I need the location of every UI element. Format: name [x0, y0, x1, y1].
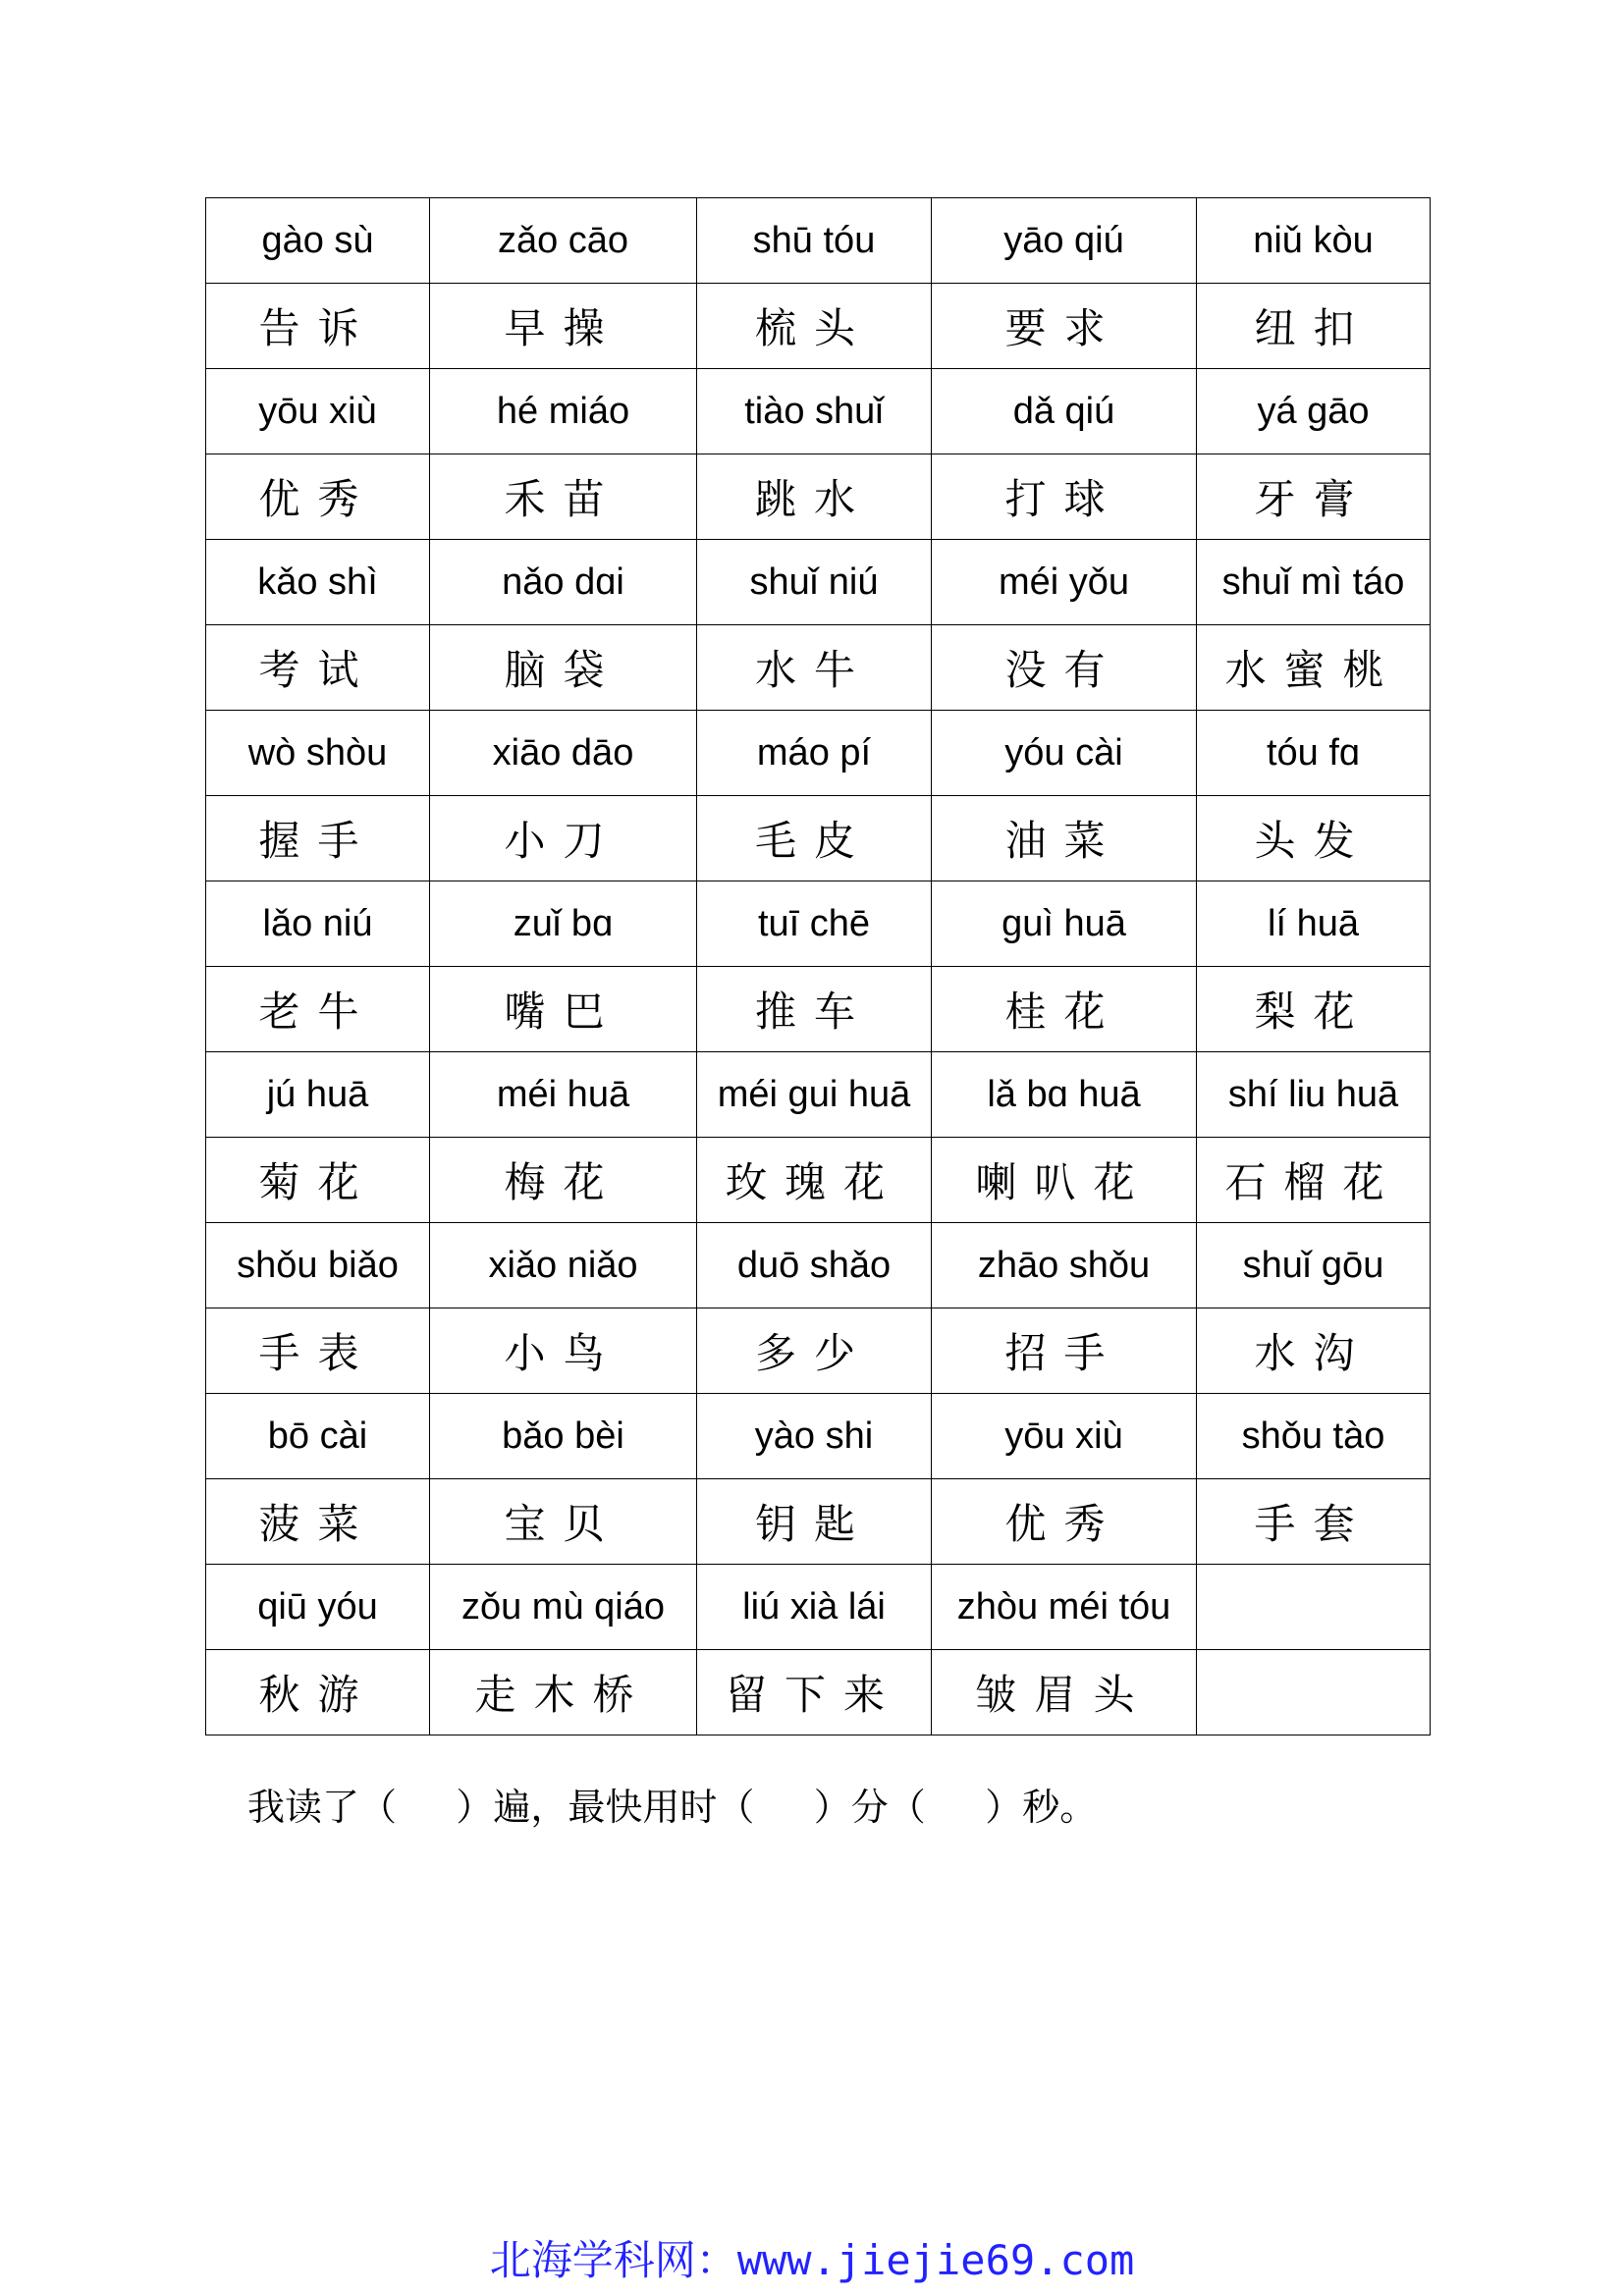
pinyin-cell: kǎo shì [206, 540, 430, 625]
hanzi-cell: 纽扣 [1197, 284, 1431, 369]
word-table [205, 197, 1431, 1735]
hanzi-cell: 考试 [206, 625, 430, 711]
hanzi-cell: 推车 [697, 967, 932, 1052]
pinyin-cell: zǎo cāo [430, 198, 697, 284]
hanzi-cell: 菊花 [206, 1138, 430, 1223]
hanzi-cell: 喇叭花 [932, 1138, 1197, 1223]
hanzi-cell: 要求 [932, 284, 1197, 369]
pinyin-cell: lǎ bɑ huā [932, 1052, 1197, 1138]
pinyin-row [206, 1223, 1431, 1308]
pinyin-row [206, 881, 1431, 967]
hanzi-cell: 优秀 [932, 1479, 1197, 1565]
hanzi-cell: 小鸟 [430, 1308, 697, 1394]
hanzi-cell: 走木桥 [430, 1650, 697, 1735]
pinyin-cell [1197, 1565, 1431, 1650]
pinyin-cell: hé miáo [430, 369, 697, 454]
pinyin-cell: shuǐ gōu [1197, 1223, 1431, 1308]
pinyin-cell: jú huā [206, 1052, 430, 1138]
hanzi-cell: 水牛 [697, 625, 932, 711]
hanzi-cell: 玫瑰花 [697, 1138, 932, 1223]
pinyin-cell: yōu xiù [206, 369, 430, 454]
pinyin-row [206, 711, 1431, 796]
hanzi-cell: 油菜 [932, 796, 1197, 881]
hanzi-cell: 梅花 [430, 1138, 697, 1223]
watermark [0, 2228, 1624, 2287]
pinyin-row [206, 198, 1431, 284]
hanzi-cell: 握手 [206, 796, 430, 881]
hanzi-cell: 嘴巴 [430, 967, 697, 1052]
hanzi-cell: 多少 [697, 1308, 932, 1394]
watermark-site-name: 北海学科网： [489, 2236, 737, 2284]
pinyin-cell: zhòu méi tóu [932, 1565, 1197, 1650]
pinyin-cell: yóu cài [932, 711, 1197, 796]
pinyin-row [206, 540, 1431, 625]
pinyin-cell: zǒu mù qiáo [430, 1565, 697, 1650]
pinyin-cell: xiǎo niǎo [430, 1223, 697, 1308]
pinyin-cell: duō shǎo [697, 1223, 932, 1308]
pinyin-cell: zuǐ bɑ [430, 881, 697, 967]
pinyin-cell: guì huā [932, 881, 1197, 967]
hanzi-cell: 早操 [430, 284, 697, 369]
hanzi-cell: 招手 [932, 1308, 1197, 1394]
hanzi-cell: 石榴花 [1197, 1138, 1431, 1223]
hanzi-cell: 优秀 [206, 454, 430, 540]
pinyin-row [206, 1394, 1431, 1479]
hanzi-row [206, 454, 1431, 540]
hanzi-cell: 跳水 [697, 454, 932, 540]
hanzi-row [206, 1650, 1431, 1735]
pinyin-cell: xiāo dāo [430, 711, 697, 796]
pinyin-cell: yōu xiù [932, 1394, 1197, 1479]
hanzi-cell: 手表 [206, 1308, 430, 1394]
pinyin-cell: wò shòu [206, 711, 430, 796]
pinyin-cell: shuǐ niú [697, 540, 932, 625]
pinyin-cell: lí huā [1197, 881, 1431, 967]
pinyin-row [206, 1052, 1431, 1138]
hanzi-row [206, 967, 1431, 1052]
hanzi-cell: 水蜜桃 [1197, 625, 1431, 711]
pinyin-cell: nǎo dɑi [430, 540, 697, 625]
pinyin-cell: niǔ kòu [1197, 198, 1431, 284]
hanzi-cell: 桂花 [932, 967, 1197, 1052]
hanzi-cell: 梳头 [697, 284, 932, 369]
hanzi-cell: 秋游 [206, 1650, 430, 1735]
hanzi-cell: 打球 [932, 454, 1197, 540]
hanzi-row [206, 1479, 1431, 1565]
hanzi-cell: 老牛 [206, 967, 430, 1052]
pinyin-cell: qiū yóu [206, 1565, 430, 1650]
hanzi-cell: 皱眉头 [932, 1650, 1197, 1735]
hanzi-cell: 牙膏 [1197, 454, 1431, 540]
pinyin-cell: dǎ qiú [932, 369, 1197, 454]
pinyin-cell: liú xià lái [697, 1565, 932, 1650]
hanzi-cell: 毛皮 [697, 796, 932, 881]
hanzi-row [206, 1138, 1431, 1223]
pinyin-cell: shǒu biǎo [206, 1223, 430, 1308]
pinyin-row [206, 369, 1431, 454]
pinyin-cell: méi huā [430, 1052, 697, 1138]
hanzi-cell: 留下来 [697, 1650, 932, 1735]
pinyin-cell: bō cài [206, 1394, 430, 1479]
watermark-url[interactable]: www.jiejie69.com [736, 2236, 1135, 2284]
hanzi-cell: 小刀 [430, 796, 697, 881]
hanzi-cell: 脑袋 [430, 625, 697, 711]
pinyin-cell: lǎo niú [206, 881, 430, 967]
hanzi-row [206, 284, 1431, 369]
pinyin-cell: tóu fɑ [1197, 711, 1431, 796]
hanzi-cell: 手套 [1197, 1479, 1431, 1565]
pinyin-cell: shí liu huā [1197, 1052, 1431, 1138]
hanzi-cell: 告诉 [206, 284, 430, 369]
hanzi-cell: 宝贝 [430, 1479, 697, 1565]
hanzi-row [206, 1308, 1431, 1394]
hanzi-cell: 禾苗 [430, 454, 697, 540]
pinyin-cell: yāo qiú [932, 198, 1197, 284]
hanzi-row [206, 796, 1431, 881]
pinyin-cell: tiào shuǐ [697, 369, 932, 454]
reading-record-line: 我读了（ ）遍，最快用时（ ）分（ ）秒。 [247, 1786, 1098, 1829]
hanzi-cell [1197, 1650, 1431, 1735]
hanzi-cell: 头发 [1197, 796, 1431, 881]
pinyin-cell: bǎo bèi [430, 1394, 697, 1479]
pinyin-cell: shuǐ mì táo [1197, 540, 1431, 625]
pinyin-cell: méi gui huā [697, 1052, 932, 1138]
pinyin-cell: shǒu tào [1197, 1394, 1431, 1479]
pinyin-cell: zhāo shǒu [932, 1223, 1197, 1308]
hanzi-cell: 没有 [932, 625, 1197, 711]
pinyin-cell: gào sù [206, 198, 430, 284]
hanzi-row [206, 625, 1431, 711]
pinyin-cell: yá gāo [1197, 369, 1431, 454]
hanzi-cell: 菠菜 [206, 1479, 430, 1565]
pinyin-cell: méi yǒu [932, 540, 1197, 625]
pinyin-cell: yào shi [697, 1394, 932, 1479]
pinyin-cell: máo pí [697, 711, 932, 796]
pinyin-cell: shū tóu [697, 198, 932, 284]
hanzi-cell: 钥匙 [697, 1479, 932, 1565]
pinyin-row [206, 1565, 1431, 1650]
pinyin-cell: tuī chē [697, 881, 932, 967]
hanzi-cell: 梨花 [1197, 967, 1431, 1052]
hanzi-cell: 水沟 [1197, 1308, 1431, 1394]
